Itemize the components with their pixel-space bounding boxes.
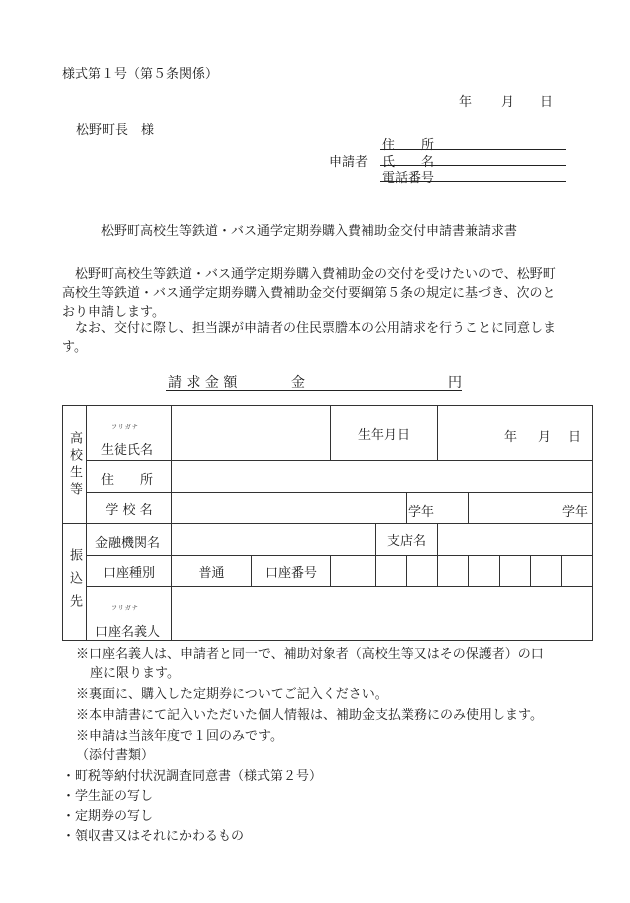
account-number-digit-8[interactable]: [562, 556, 593, 587]
group-label-transfer: 振込先: [63, 524, 87, 641]
grade-label: 学年: [407, 493, 469, 524]
birthdate-field[interactable]: 年 月 日: [438, 406, 593, 461]
date-day-label: 日: [540, 95, 554, 110]
note-3: ※本申請書にて記入いただいた個人情報は、補助金支払業務にのみ使用します。: [76, 708, 543, 723]
group-label-student: 高校生等: [63, 406, 87, 524]
note-1: ※口座名義人は、申請者と同一で、補助対象者（高校生等又はその保護者）の口: [76, 647, 544, 662]
student-name-field[interactable]: [172, 406, 331, 461]
account-number-digit-7[interactable]: [531, 556, 562, 587]
account-holder-label: フリガナ 口座名義人: [87, 587, 172, 641]
bank-name-field[interactable]: [172, 524, 376, 556]
account-type-value[interactable]: 普通: [172, 556, 252, 587]
applicant-phone-label: 電話番号: [382, 171, 435, 186]
school-name-label: 学 校 名: [87, 493, 172, 524]
student-address-label: 住 所: [87, 461, 172, 493]
student-address-field[interactable]: [172, 461, 593, 493]
applicant-phone-line[interactable]: [380, 181, 566, 182]
body-paragraph-1: 松野町高校生等鉄道・バス通学定期券購入費補助金の交付を受けたいので、松野町高校生等鉄道・バス通学定期券購入費補助金交付要綱第５条の規定に基づき、次のとおり申請します。: [62, 267, 556, 320]
attachment-item: ・学生証の写し: [62, 789, 154, 804]
applicant-address-label: 住 所: [382, 138, 435, 153]
date-year-label: 年: [459, 95, 473, 110]
account-holder-field[interactable]: [172, 587, 593, 641]
body-paragraph-2: なお、交付に際し、担当課が申請者の住民票謄本の公用請求を行うことに同意します。: [62, 321, 557, 355]
document-title: 松野町高校生等鉄道・バス通学定期券購入費補助金交付申請書兼請求書: [101, 224, 518, 239]
student-furigana-label: フリガナ: [111, 424, 139, 431]
holder-furigana-label: フリガナ: [111, 605, 139, 612]
date-month-label: 月: [501, 95, 515, 110]
account-number-digit-2[interactable]: [376, 556, 407, 587]
attachment-item: ・町税等納付状況調査同意書（様式第２号）: [62, 769, 323, 784]
birthdate-label: 生年月日: [331, 406, 438, 461]
account-number-label: 口座番号: [252, 556, 331, 587]
account-number-digit-4[interactable]: [438, 556, 469, 587]
note-2: ※裏面に、購入した定期券についてご記入ください。: [76, 687, 388, 702]
amount-input-line[interactable]: [166, 390, 462, 391]
amount-yen: 円: [448, 375, 462, 391]
applicant-label: 申請者: [329, 155, 369, 170]
attachments-heading: （添付書類）: [76, 748, 155, 763]
account-type-label: 口座種別: [87, 556, 172, 587]
applicant-address-line[interactable]: [380, 149, 566, 150]
branch-field[interactable]: [438, 524, 593, 556]
school-name-field[interactable]: [172, 493, 407, 524]
attachment-item: ・領収書又はそれにかわるもの: [62, 829, 245, 844]
note-4: ※申請は当該年度で１回のみです。: [76, 729, 283, 744]
account-number-digit-1[interactable]: [331, 556, 376, 587]
branch-label: 支店名: [376, 524, 438, 556]
account-number-digit-3[interactable]: [407, 556, 438, 587]
form-number: 様式第１号（第５条関係）: [62, 67, 219, 82]
bank-name-label: 金融機関名: [87, 524, 172, 556]
addressee: 松野町長 様: [76, 123, 155, 138]
attachment-item: ・定期券の写し: [62, 809, 154, 824]
application-table: [62, 405, 593, 641]
applicant-name-label: 氏 名: [382, 155, 435, 170]
account-number-digit-5[interactable]: [469, 556, 500, 587]
account-number-digit-6[interactable]: [500, 556, 531, 587]
note-1-cont: 座に限ります。: [90, 666, 180, 681]
amount-label: 請 求 金 額: [168, 375, 238, 391]
amount-kin: 金: [291, 375, 305, 391]
grade-field[interactable]: 学年: [469, 493, 593, 524]
applicant-name-line[interactable]: [380, 165, 566, 166]
student-name-label: フリガナ 生徒氏名: [87, 406, 172, 461]
